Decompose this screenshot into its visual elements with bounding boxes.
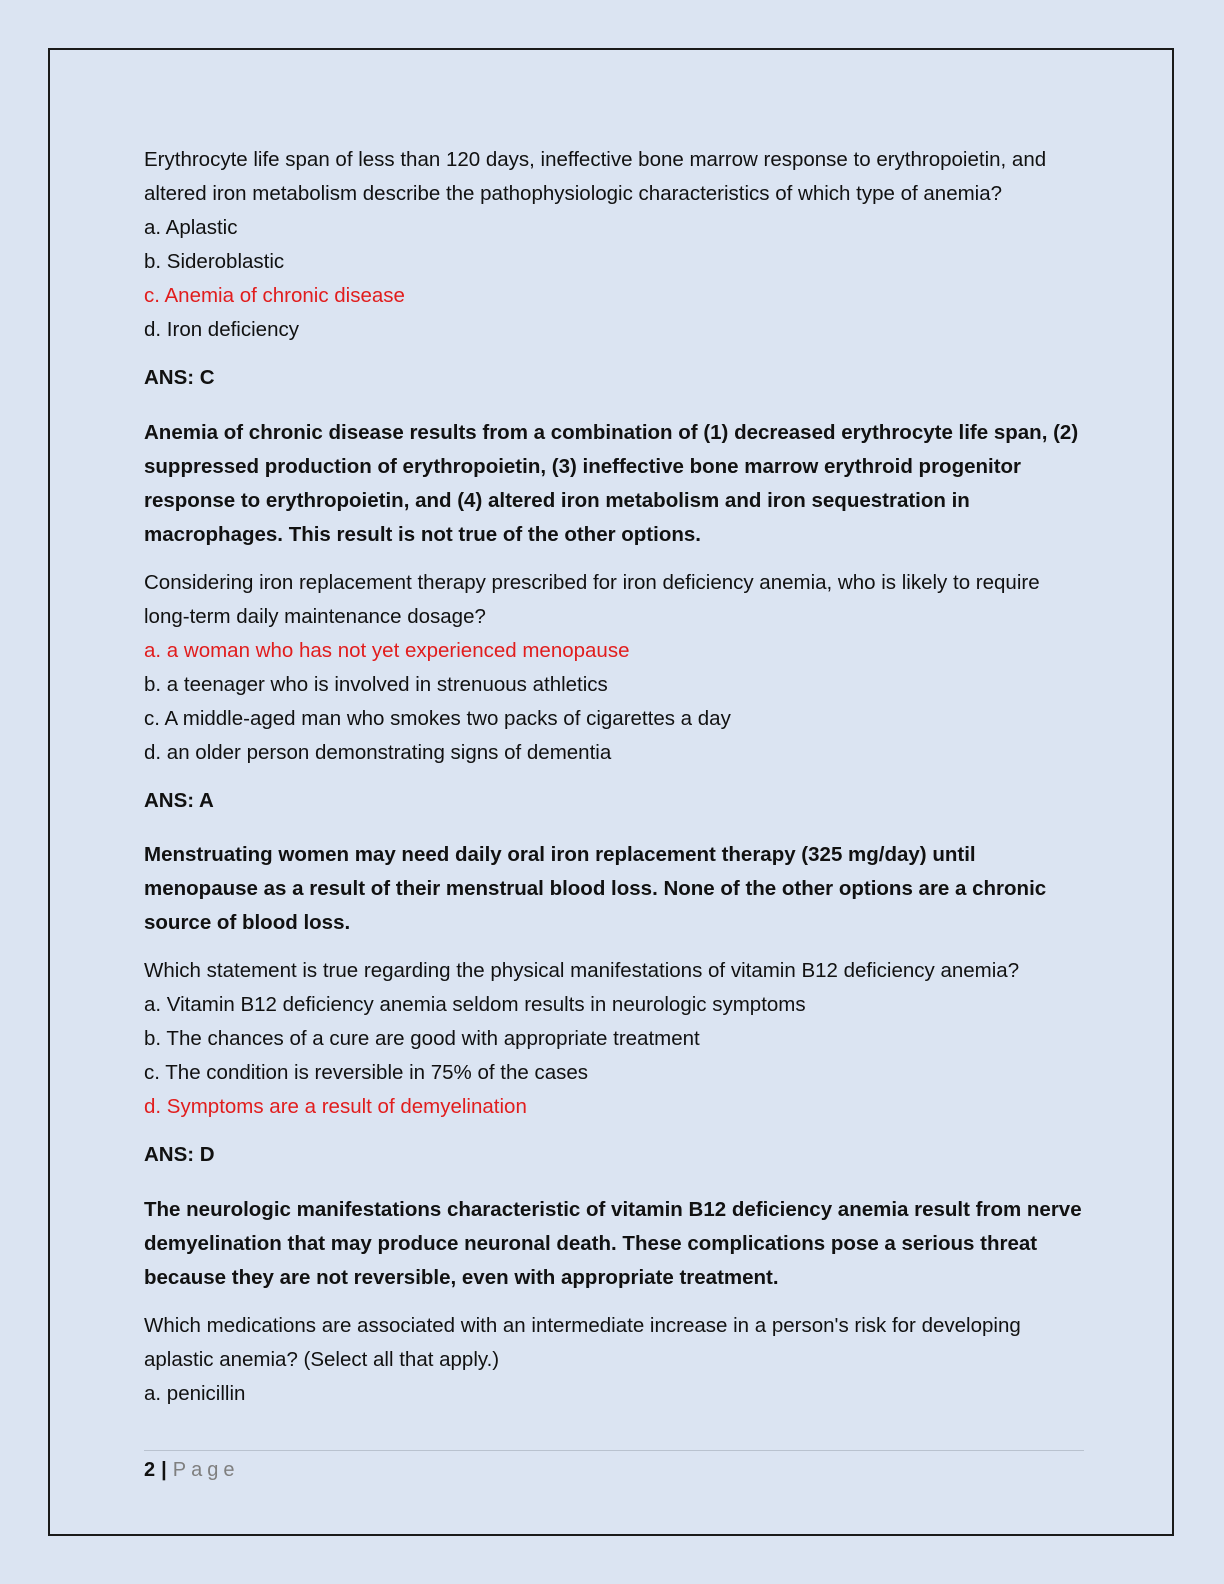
- answer-key: ANS: C: [144, 366, 215, 389]
- question-text: Considering iron replacement therapy prescribed for iron deficiency anemia, who is likely to require long-term daily maintenance dosage?: [144, 570, 1040, 628]
- answer-explanation: Menstruating women may need daily oral iron replacement therapy (325 mg/day) until menopause as a result of their menstrual blood loss. None of the other options are a chronic source of blood loss.: [144, 843, 1047, 934]
- question-block: [144, 143, 1084, 552]
- answer-option-correct: d. Symptoms are a result of demyelination: [144, 1095, 527, 1118]
- answer-option: b. a teenager who is involved in strenuous athletics: [144, 672, 608, 696]
- answer-option: b. The chances of a cure are good with appropriate treatment: [144, 1027, 700, 1050]
- answer-option: d. Iron deficiency: [144, 318, 299, 341]
- page-footer: [144, 1455, 239, 1485]
- answer-option-correct: c. Anemia of chronic disease: [144, 284, 405, 307]
- answer-option: b. Sideroblastic: [144, 250, 285, 273]
- footer-separator: |: [161, 1459, 167, 1481]
- question-text: Which statement is true regarding the physical manifestations of vitamin B12 deficiency anemia?: [144, 959, 1020, 982]
- answer-option: d. an older person demonstrating signs of dementia: [144, 740, 612, 764]
- answer-option: c. A middle-aged man who smokes two packs of cigarettes a day: [144, 706, 731, 730]
- answer-explanation: The neurologic manifestations characteristic of vitamin B12 deficiency anemia result from nerve demyelination that may produce neuronal death. These complications pose a serious threat because they are not reversible, even with appropriate treatment.: [144, 1197, 1082, 1289]
- question-text: Erythrocyte life span of less than 120 days, ineffective bone marrow response to erythropoietin, and altered iron metabolism describe the pathophysiologic characteristics of which type of anemia?: [144, 148, 1047, 205]
- answer-option-correct: a. a woman who has not yet experienced menopause: [144, 638, 630, 662]
- answer-option: a. Aplastic: [144, 216, 238, 239]
- question-block: [144, 954, 1084, 1295]
- document-body: [144, 143, 1084, 1411]
- question-block: [144, 566, 1084, 941]
- answer-option: c. The condition is reversible in 75% of the cases: [144, 1061, 589, 1084]
- footer-divider: [144, 1450, 1084, 1451]
- answer-option: a. penicillin: [144, 1381, 246, 1405]
- page-number: 2: [144, 1459, 156, 1481]
- answer-key: ANS: A: [144, 788, 214, 812]
- answer-explanation: Anemia of chronic disease results from a combination of (1) decreased erythrocyte life span, (2) suppressed production of erythropoietin, (3) ineffective bone marrow erythroid progenitor response to erythropoietin, and (4) altered iron metabolism and iron sequestration in macrophages. This result is not true of the other options.: [144, 420, 1079, 546]
- answer-key: ANS: D: [144, 1143, 215, 1166]
- question-block: [144, 1309, 1084, 1411]
- page-label: Page: [172, 1459, 240, 1481]
- question-text: Which medications are associated with an intermediate increase in a person's risk for developing aplastic anemia? (Select all that apply.): [144, 1313, 1021, 1371]
- answer-option: a. Vitamin B12 deficiency anemia seldom results in neurologic symptoms: [144, 993, 806, 1016]
